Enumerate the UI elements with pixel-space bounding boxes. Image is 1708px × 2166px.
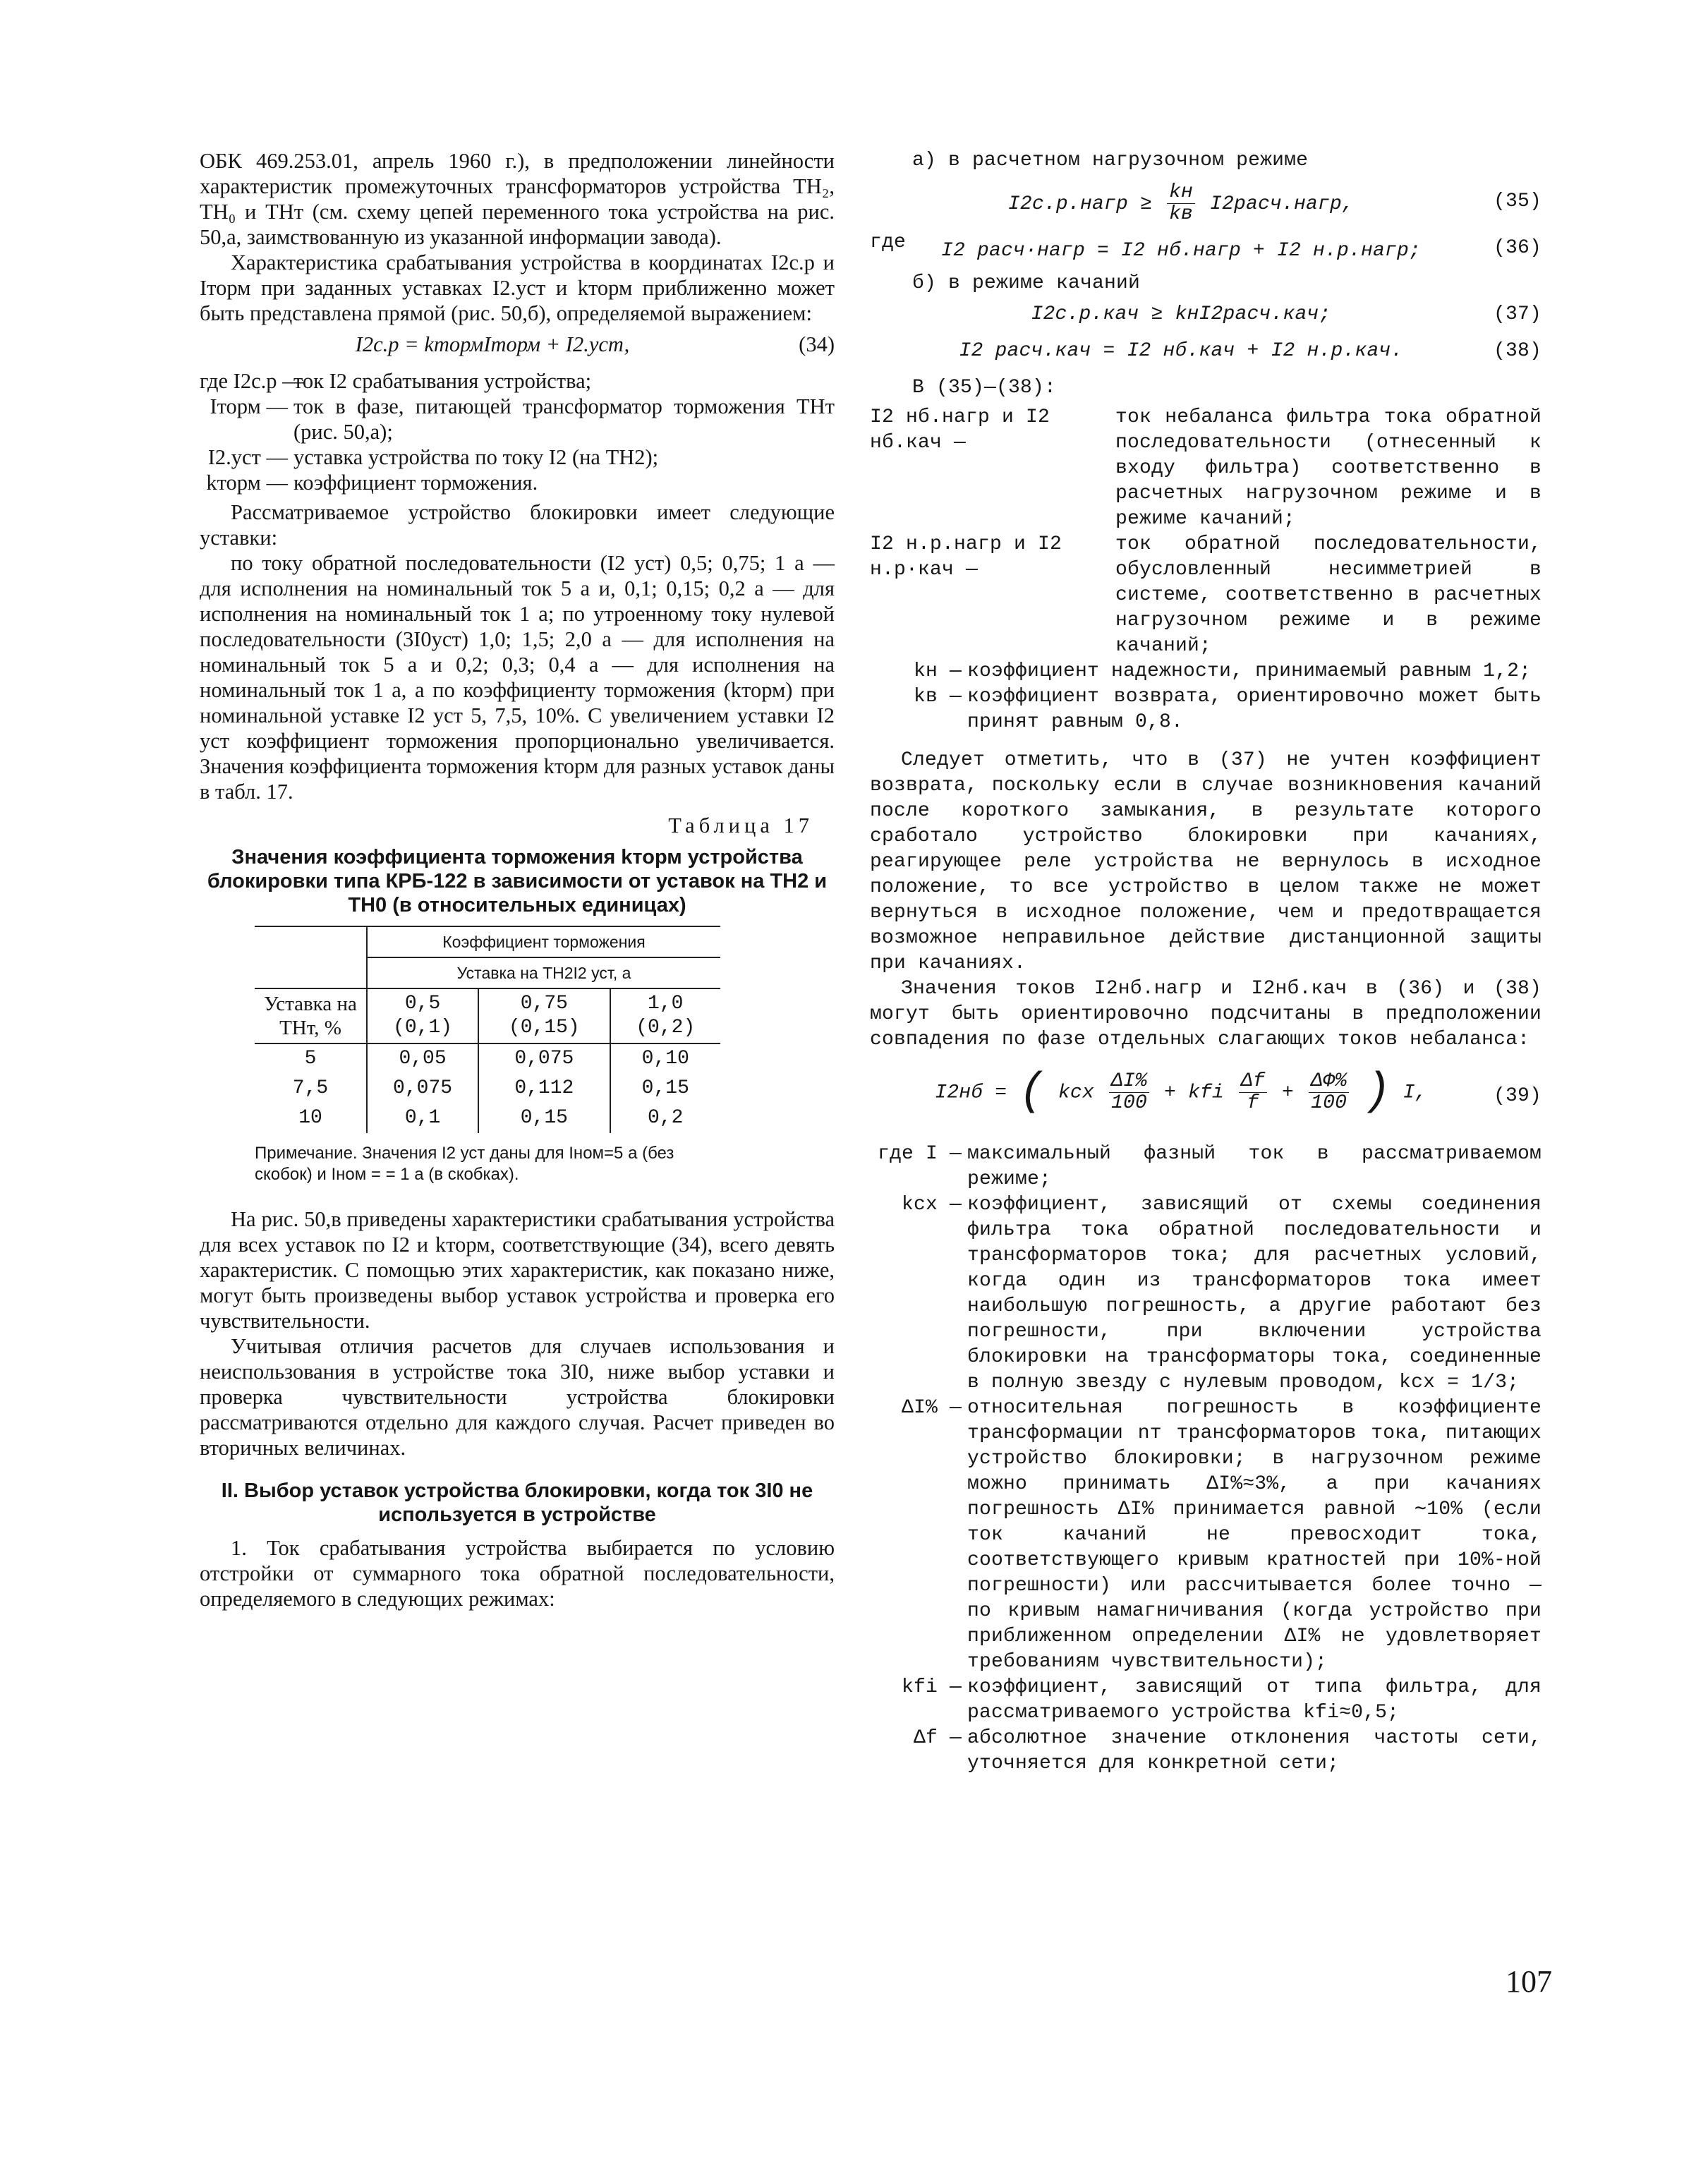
definition-term: kfi — [901, 1676, 962, 1698]
equation-35-number: (35) [1493, 190, 1542, 212]
paragraph-settings-intro: Рассматриваемое устройство блокировки имеет следующие уставки: [200, 500, 835, 550]
paragraph-pickup-current: 1. Ток срабатывания устройства выбирается по условию отстройки от суммарного тока обратной последовательности, определяемого в следующих режимах: [200, 1536, 835, 1611]
equation-38 [870, 339, 1542, 370]
paragraph-return-coefficient: Следует отметить, что в (37) не учтен коэффициент возврата, поскольку если в случае возникновения качаний после короткого замыкания, в результате которого сработало устройство блокировки при качаниях, реагирующее реле устройства не вернулось в исходное положение, то все устройство в целом также не может вернуться в исходное положение, чем и предотвращается возможное неправильное действие дистанционной защиты при качаниях. [870, 749, 1542, 974]
definition-term: где I2с.р — [200, 369, 304, 393]
definition-item [870, 405, 1542, 532]
definition-term: где I — [877, 1143, 962, 1165]
equation-39-number: (39) [1493, 1085, 1542, 1107]
equation-39 [870, 1065, 1542, 1129]
definition-item [870, 1396, 1542, 1675]
definition-item [200, 444, 835, 470]
reference-label: В (35)—(38): [912, 377, 1057, 399]
equation-38-expression: I2 расч.кач = I2 нб.кач + I2 н.р.кач. [959, 340, 1403, 362]
braking-coefficient-table [255, 926, 720, 1133]
table-col-header: 0,5 (0,1) [367, 988, 478, 1043]
definition-term: I2.уст — [207, 445, 288, 469]
definition-item [870, 1675, 1542, 1726]
equation-34-expression: I2с.р = kтормIторм + I2.уст, [355, 332, 630, 356]
definition-term: Iторм — [210, 394, 288, 418]
fraction: $\frac{kн}{kв}$ [1167, 182, 1195, 225]
equation-35-expression: I2с.р.нагр ≥ $\frac{kн}{kв}$ I2расч.нагр, [1007, 181, 1355, 225]
equation-36-number: (36) [1493, 237, 1542, 259]
equation-36-expression: I2 расч·нагр = I2 нб.нагр + I2 н.р.нагр; [940, 240, 1422, 262]
definition-term: I2 нб.нагр и I2 нб.кач — [870, 406, 1050, 454]
definition-text: абсолютное значение отклонения частоты сети, уточняется для конкретной сети; [967, 1727, 1542, 1774]
definition-text: коэффициент надежности, принимаемый равным 1,2; [967, 660, 1532, 682]
definitions-34 [200, 368, 835, 495]
definition-text: коэффициент, зависящий от типа фильтра, для рассматриваемого устройства kfi≈0,5; [967, 1676, 1542, 1724]
definition-term: Δf — [913, 1727, 962, 1749]
definition-text: уставка устройства по току I2 (на ТН2); [293, 445, 659, 469]
definition-text: ток в фазе, питающей трансформатор торможения ТНт (рис. 50,а); [293, 394, 835, 444]
table-note: Примечание. Значения I2 уст даны для Iном=5 а (без скобок) и Iном = = 1 а (в скобках). [255, 1144, 674, 1184]
table-row: 5 0,05 0,075 0,10 [255, 1043, 720, 1074]
table-row: 10 0,1 0,15 0,2 [255, 1103, 720, 1133]
definition-text: ток небаланса фильтра тока обратной последовательности (отнесенный к входу фильтра) соответственно в расчетных нагрузочном режиме и в режиме качаний; [1115, 406, 1542, 530]
definition-item [870, 1142, 1542, 1192]
paragraph-unbalance-currents: Значения токов I2нб.нагр и I2нб.кач в (36) и (38) могут быть ориентировочно подсчитаны в предположении совпадения по фазе отдельных слагающих токов небаланса: [870, 978, 1542, 1051]
definition-text: максимальный фазный ток в рассматриваемом режиме; [967, 1143, 1542, 1190]
table-caption: Таблица 17 [668, 813, 813, 837]
definition-term: kторм — [206, 471, 288, 495]
equation-39-expression: I2нб = ( kсх $\frac{\Delta I\%}{100}$ + kfi $\frac{\Delta f}{f}$ + $\frac{\Delta\Phi\%}{100}$ ) I, [935, 1067, 1427, 1118]
definition-text: коэффициент возврата, ориентировочно может быть принят равным 0,8. [967, 686, 1542, 733]
equation-37-number: (37) [1493, 303, 1542, 325]
definition-text: ток обратной последовательности, обусловленный несимметрией в системе, соответственно в расчетных нагрузочном режиме и в режиме качаний; [1115, 533, 1542, 657]
definition-item [870, 1726, 1542, 1777]
definitions-38 [870, 405, 1542, 735]
table-row-header: Уставка на THт, % [264, 993, 357, 1039]
definition-item [870, 659, 1542, 684]
where-label: где [870, 231, 907, 253]
table-col-header: 1,0 (0,2) [610, 988, 720, 1043]
left-column [200, 148, 835, 1611]
table-header-sub: Уставка на TH2I2 уст, а [367, 957, 720, 988]
definition-item [870, 1192, 1542, 1396]
equation-37-expression: I2с.р.кач ≥ kнI2расч.кач; [1031, 303, 1331, 325]
definition-item [870, 532, 1542, 659]
right-column [870, 148, 1542, 1781]
table-col-header: 0,75 (0,15) [478, 988, 610, 1043]
definition-text: относительная погрешность в коэффициенте трансформации nт трансформаторов тока, питающих устройство блокировки; в нагрузочном режиме можно принимать ΔI%≈3%, а при качаниях погрешность ΔI% принимается равной ∼10% (если ток качаний не превосходит тока, соответствующего кривым кратностей при 10%-ной погрешности) или рассчитывается более точно — по кривым намагничивания (когда устройство при приближенном определении ΔI% не удовлетворяет требованиям чувствительности); [967, 1397, 1542, 1673]
definition-text: коэффициент, зависящий от схемы соединения фильтра тока обратной последовательности и трансформаторов тока; для расчетных условий, когда один из трансформаторов тока имеет наибольшую погрешность, а другие работают без погрешности, при включении устройства блокировки на трансформаторы тока, соединенные в полную звезду с нулевым проводом, kсх = 1/3; [967, 1194, 1542, 1393]
definitions-39 [870, 1142, 1542, 1777]
definition-text: коэффициент торможения. [293, 471, 538, 495]
item-b-label: б) в режиме качаний [912, 272, 1141, 294]
definition-term: kв — [913, 686, 962, 708]
paragraph-figure-50v: На рис. 50,в приведены характеристики срабатывания устройства для всех уставок по I2 и kторм, соответствующие (34), всего девять характеристик. С помощью этих характеристик, как показано ниже, могут быть произведены выбор уставок устройства и проверка его чувствительности. [200, 1207, 835, 1333]
definition-item [200, 394, 835, 444]
definition-term: ΔI% — [901, 1397, 962, 1419]
equation-36 [870, 230, 1542, 261]
section-heading: II. Выбор уставок устройства блокировки, когда ток 3I0 не используется в устройстве [221, 1480, 813, 1526]
equation-37 [870, 302, 1542, 333]
definition-item [200, 470, 835, 495]
definition-term: I2 н.р.нагр и I2 н.р·кач — [870, 533, 1062, 581]
paragraph-settings-list: по току обратной последовательности (I2 уст) 0,5; 0,75; 1 а — для исполнения на номинальный ток 5 а и, 0,1; 0,15; 0,2 а — для исполнения на номинальный ток 1 а; по утроенному току нулевой последовательности (3I0уст) 1,0; 1,5; 2,0 а — для исполнения на номинальный ток 5 а и 0,2; 0,3; 0,4 а — для исполнения на номинальный ток 1 а, а по коэффициенту торможения (kторм) при номинальной уставке I2 уст 5, 7,5, 10%. С увеличением уставки I2 уст коэффициент торможения пропорционально увеличивается. Значения коэффициента торможения kторм для разных уставок даны в табл. 17. [200, 551, 835, 804]
definition-term: kн — [913, 660, 962, 682]
page-number: 107 [1506, 1964, 1552, 1999]
table-row: 7,5 0,075 0,112 0,15 [255, 1074, 720, 1103]
table-header-group: Коэффициент торможения [367, 926, 720, 957]
equation-38-number: (38) [1493, 340, 1542, 362]
equation-35 [870, 179, 1542, 224]
definition-term: kсх — [901, 1194, 962, 1216]
table-title: Значения коэффициента торможения kторм устройства блокировки типа КРБ-122 в зависимости от уставок на TH2 и TH0 (в относительных единицах) [207, 846, 828, 916]
definition-text: ток I2 срабатывания устройства; [293, 369, 592, 393]
equation-34 [200, 332, 835, 363]
item-a-label: а) в расчетном нагрузочном режиме [912, 150, 1309, 171]
equation-34-number: (34) [799, 332, 835, 356]
definition-item [870, 684, 1542, 735]
definition-item [200, 368, 835, 394]
paragraph-calculation-cases: Учитывая отличия расчетов для случаев использования и неиспользования в устройстве тока 3I0, ниже выбор уставки и проверка чувствительности устройства блокировки рассматриваются отдельно для каждого случая. Расчет приведен во вторичных величинах. [200, 1334, 835, 1460]
table-corner [255, 926, 367, 988]
paragraph-characteristic: Характеристика срабатывания устройства в координатах I2с.р и Iторм при заданных уставках I2.уст и kторм приближенно может быть представлена прямой (рис. 50,б), определяемой выражением: [200, 250, 835, 325]
paragraph-obk: ОБК 469.253.01, апрель 1960 г.), в предположении линейности характеристик промежуточных трансформаторов устройства ТН₂, ТН₀ и ТНт (см. схему цепей переменного тока устройства на рис. 50,а, заимствованную из указанной информации завода). [200, 149, 835, 249]
